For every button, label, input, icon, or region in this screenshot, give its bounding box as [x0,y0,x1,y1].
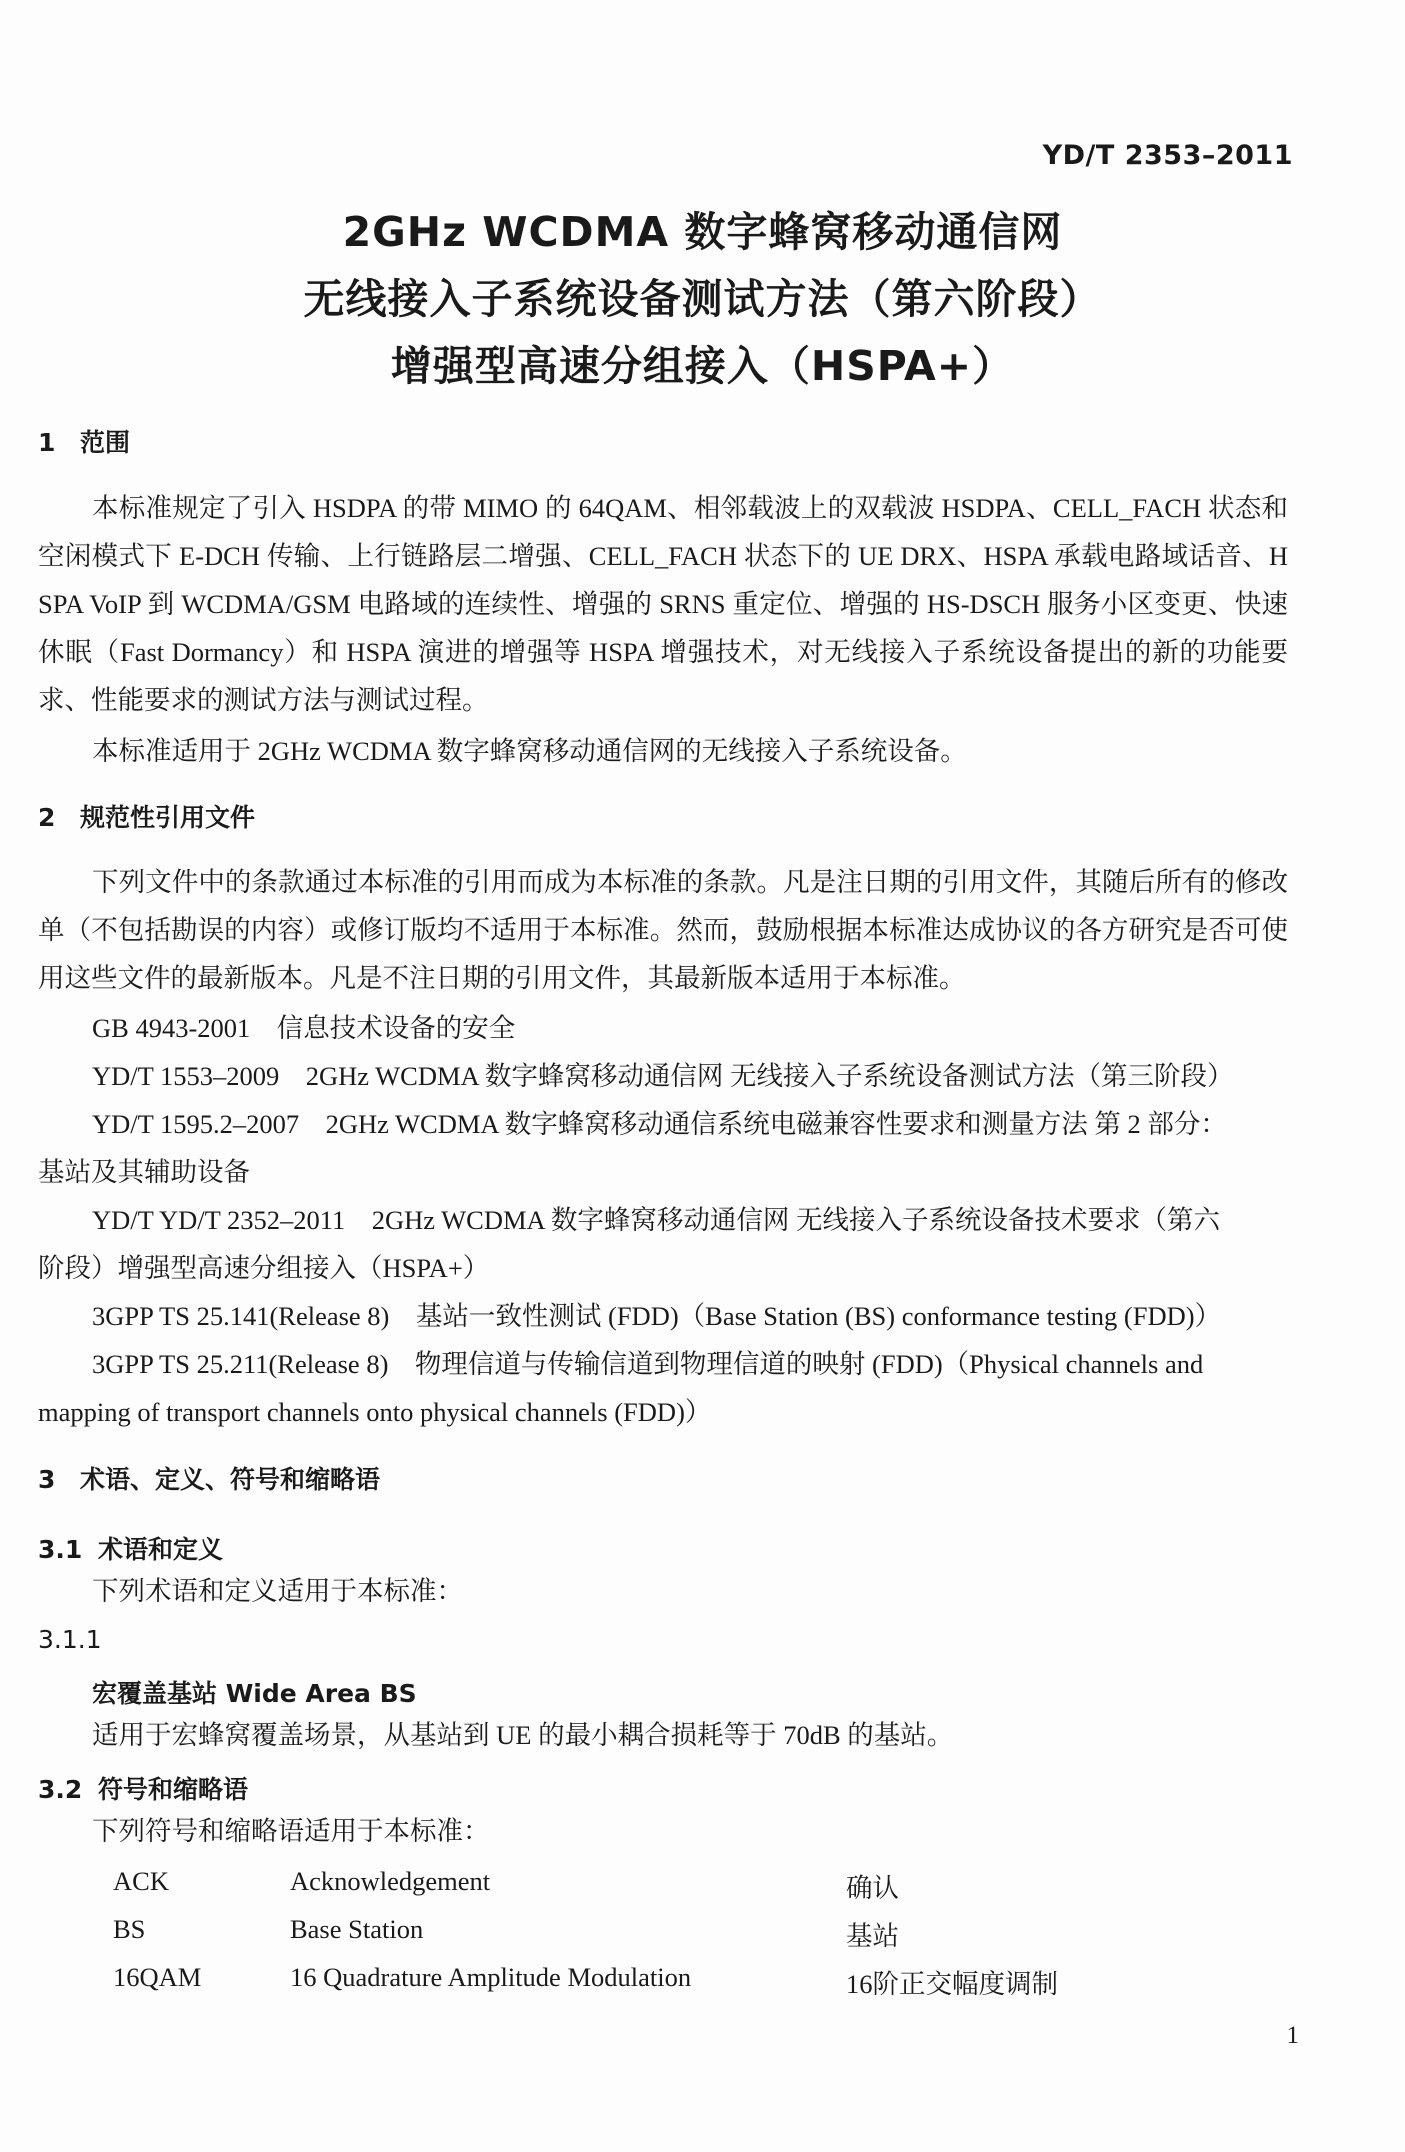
section-title: 符号和缩略语 [98,1775,249,1804]
reference-item-continued: 基站及其辅助设备 [38,1157,250,1187]
reference-item: 3GPP TS 25.211(Release 8) 物理信道与传输信道到物理信道的映射 (FDD)（Physical channels and [92,1349,1204,1379]
section-title: 范围 [80,428,131,457]
page-number: 1 [1286,2022,1299,2049]
abbreviation-chinese: 基站 [846,1921,899,1951]
section-3-1-1-number: 3.1.1 [38,1625,102,1654]
section-number: 1 [38,428,56,457]
reference-item: YD/T YD/T 2352–2011 2GHz WCDMA 数字蜂窝移动通信网 无线接入子系统设备技术要求（第六 [92,1205,1220,1235]
abbreviation-english: Base Station [290,1914,424,1944]
abbreviation-chinese: 确认 [846,1873,899,1903]
section-3-1-heading [38,1530,223,1566]
section-2-intro: 下列文件中的条款通过本标准的引用而成为本标准的条款。凡是注日期的引用文件，其随后所有的修改单（不包括勘误的内容）或修订版均不适用于本标准。然而，鼓励根据本标准达成协议的各方研究是否可使用这些文件的最新版本。凡是不注日期的引用文件，其最新版本适用于本标准。 [38,867,1288,993]
abbreviation: 16QAM [113,1962,202,1992]
reference-item-continued: mapping of transport channels onto physical channels (FDD)） [38,1397,712,1427]
abbreviation-english: 16 Quadrature Amplitude Modulation [290,1962,692,1992]
section-3-heading [38,1460,380,1496]
section-number: 3.1 [38,1535,83,1564]
section-number: 3 [38,1465,56,1494]
document-code: YD/T 2353–2011 [1042,140,1293,171]
term-definition: 适用于宏蜂窝覆盖场景，从基站到 UE 的最小耦合损耗等于 70dB 的基站。 [92,1720,954,1750]
term-title: 宏覆盖基站 Wide Area BS [92,1679,417,1708]
abbreviation-english: Acknowledgement [290,1866,491,1896]
section-2-heading [38,798,255,834]
section-title: 术语、定义、符号和缩略语 [80,1465,381,1494]
section-number: 3.2 [38,1775,83,1804]
title-line-2: 无线接入子系统设备测试方法（第六阶段） [303,275,1102,323]
reference-item: YD/T 1595.2–2007 2GHz WCDMA 数字蜂窝移动通信系统电磁兼容性要求和测量方法 第 2 部分： [92,1109,1227,1139]
title-line-1: 2GHz WCDMA 数字蜂窝移动通信网 [342,208,1063,256]
reference-item: YD/T 1553–2009 2GHz WCDMA 数字蜂窝移动通信网 无线接入子系统设备测试方法（第三阶段） [92,1061,1234,1091]
section-3-1-intro: 下列术语和定义适用于本标准： [92,1576,463,1606]
section-3-2-intro: 下列符号和缩略语适用于本标准： [92,1816,490,1846]
reference-item-continued: 阶段）增强型高速分组接入（HSPA+） [38,1253,490,1283]
abbreviation-chinese: 16阶正交幅度调制 [846,1969,1058,1999]
abbreviation: BS [113,1914,146,1944]
section-number: 2 [38,803,56,832]
section-3-2-heading [38,1770,248,1806]
abbreviation: ACK [113,1866,169,1896]
section-1-heading [38,423,130,459]
title-line-3: 增强型高速分组接入（HSPA+） [390,342,1015,390]
section-title: 术语和定义 [98,1535,224,1564]
section-1-paragraph-2: 本标准适用于 2GHz WCDMA 数字蜂窝移动通信网的无线接入子系统设备。 [92,736,967,766]
reference-item: 3GPP TS 25.141(Release 8) 基站一致性测试 (FDD)（Base Station (BS) conformance testing (FDD)） [92,1301,1222,1331]
section-title: 规范性引用文件 [80,803,256,832]
section-1-paragraph-1: 本标准规定了引入 HSDPA 的带 MIMO 的 64QAM、相邻载波上的双载波 HSDPA、CELL_FACH 状态和空闲模式下 E-DCH 传输、上行链路层二增强、CELL_FACH 状态下的 UE DRX、HSPA 承载电路域话音、HSPA VoIP 到 WCDMA/GSM 电路域的连续性、增强的 SRNS 重定位、增强的 HS-DSCH 服务小区变更、快速休眠（Fast Dormancy）和 HSPA 演进的增强等 HSPA 增强技术，对无线接入子系统设备提出的新的功能要求、性能要求的测试方法与测试过程。 [38,493,1288,715]
reference-item: GB 4943-2001 信息技术设备的安全 [92,1013,516,1043]
